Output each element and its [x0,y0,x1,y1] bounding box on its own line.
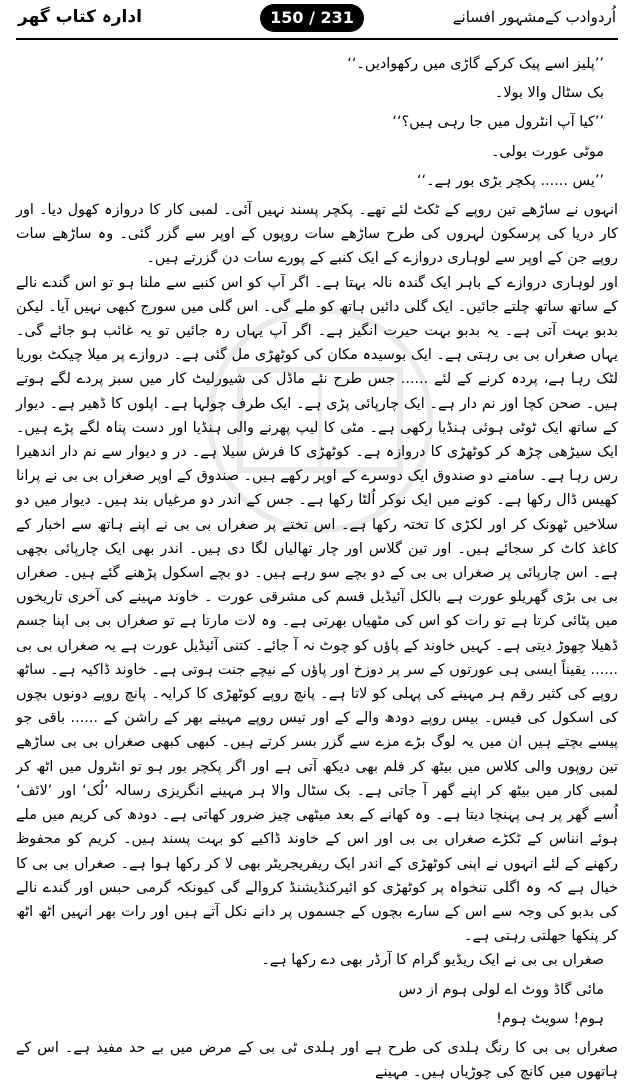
narration-line: موٹی عورت بولی۔ [490,143,604,160]
dialogue-line: ’’کیا آپ انٹرول میں جا رہی ہیں؟‘‘ [392,114,604,131]
header-divider [16,38,618,40]
page-body [16,52,618,1081]
paragraph: اور لوہاری دروازے کے باہر ایک گندہ نالہ بہتا ہے۔ اگر آپ کو اس کنبے سے ملنا ہو تو اس گندے نالے کے ساتھ ساتھ چلتے جائیں۔ ایک گلی دائیں ہاتھ کو ملے گی۔ اس گلی میں سورج کبھی نہیں آیا۔ لیکن بدبو بہت آتی ہے۔ یہ بدبو بہت حیرت انگیز ہے۔ اگر آپ یہاں رہ جائیں تو یہ غائب ہو جائے گی۔ یہاں صغراں بی بی رہتی ہے۔ ایک بوسیدہ مکان کی کوٹھڑی مل گئی ہے۔ دروازے پر میلا چیکٹ بوریا لٹک رہا ہے، پردہ کرنے کے لئے ...... جس طرح نئے ماڈل کی شیورلیٹ کار میں سبز پردے لگے ہوتے ہیں۔ صحن کچا اور نم دار ہے۔ ایک چارپائی پڑی ہے۔ ایک طرف چولہا ہے۔ اپلوں کا ڈھیر ہے۔ دیوار کے ساتھ ایک ٹوٹی ہوئی ہنڈیا رکھی ہے۔ مٹی کا لیپ پھرنے والی ہنڈیا اور دست پناہ لگے پڑے ہیں۔ ایک سیڑھی چڑھ کر کوٹھڑی کا دروازہ ہے۔ کوٹھڑی کا فرش سیلا ہے۔ در و دیوار سے نم دار اندھیرا رس رہا ہے۔ سامنے دو صندوق ایک دوسرے کے اوپر رکھے ہیں۔ صندوق کے اوپر صغراں بی بی نے پرانا کھیس ڈال رکھا ہے۔ کونے میں ایک نوکر اُلٹا رکھا ہے۔ جس کے اندر دو مرغیاں بند ہیں۔ دیوار میں دو سلاخیں ٹھونک کر اور لکڑی کا تختہ رکھا ہے۔ اس تختے پر صغراں بی بی نے اپنے ہاتھ سے اخبار کے کاغذ کاٹ کر سجائے ہیں۔ اور تین گلاس اور چار تھالیاں لگا دی ہیں۔ اندر بھی ایک چارپائی بچھی ہے۔ اس چارپائی پر صغراں بی بی کے دو بچے سو رہے ہیں۔ دو بچے اسکول پڑھنے گئے ہیں۔ صغراں بی بی بڑی گھریلو عورت ہے بالکل آئیڈیل قسم کی مشرقی عورت ۔ خاوند مہینے کی آخری تاریخوں میں پٹائی کرتا ہے تو رات کو اس کی مٹھیاں بھرتی ہے۔ وہ لات مارتا ہے تو صغراں بی بی اپنا جسم ڈھیلا چھوڑ دیتی ہے۔ کہیں خاوند کے پاؤں کو چوٹ نہ آ جائے۔ کتنی آئیڈیل عورت ہے یہ صغراں بی بی ...... یقیناً ایسی ہی عورتوں کے سر پر دوزخ اور پاؤں کے نیچے جنت ہوتی ہے۔ خاوند ڈاکیہ ہے۔ ساٹھ روپے کی کثیر رقم ہر مہینے کی پہلی کو لاتا ہے۔ پانچ روپے کوٹھڑی کا کرایہ۔ پانچ روپے دونوں بچوں کی اسکول کی فیس۔ بیس روپے دودھ والے کے اور تیس روپے مہینے بھر کے راشن کے ...... باقی جو پیسے بچتے ہیں ان میں یہ لوگ بڑے مزے سے گزر بسر کرتے ہیں۔ کبھی کبھی صغراں بی بی ساڑھے تین روپوں والی کلاس میں بیٹھ کر فلم بھی دیکھ آتی ہے اور اگر پکچر بور ہو تو انٹرول میں اٹھ کر لمبی کار میں بیٹھ کر اپنے گھر آ جاتی ہے۔ بک سٹال والا ہر مہینے انگریزی رسالہ ’لُک‘ اور ’لائف‘ اُسے گھر پر ہی پہنچا دیتا ہے۔ وہ کھانے کے بعد میٹھی چیز ضرور کھاتی ہے۔ دودھ کی کریم میں ملے ہوئے انناس کے ٹکڑے صغراں بی بی اور اس کے خاوند ڈاکیے کو بہت پسند ہیں۔ کریم کو محفوظ رکھنے کے لئے انہوں نے اپنی کوٹھڑی کے اندر ایک ریفریجریٹر بھی لا کر رکھا ہوا ہے۔ صغراں بی بی کا خیال ہے کہ وہ اگلی تنخواہ پر کوٹھڑی کو ائیرکنڈیشنڈ کروالے گی کیونکہ گرمی حبس اور گندے نالے کی بدبو کی وجہ سے اس کے سارے بچوں کے جسموں پر دانے نکل آتے ہیں اور رات بھر انہیں اٹھ اٹھ کر پنکھا جھلتی رہتی ہے۔ [16,274,618,945]
narration-line: مائی گاڈ ووٹ اے لولی ہوم از دس [398,981,604,998]
publisher-name: ادارہ کتاب گھر [18,7,142,27]
paragraph: صغراں بی بی کا رنگ ہلدی کی طرح ہے اور ہلدی ٹی بی کے مرض میں بے حد مفید ہے۔ اس کے ہاتھوں میں کانچ کی چوڑیاں ہیں۔ مہینے [16,1039,618,1081]
page-number-badge: 150 / 231 [260,4,364,32]
dialogue-line: ’’یس ...... پکچر بڑی بور ہے۔‘‘ [416,172,604,189]
page-header [0,0,634,44]
book-title: اُردوادب کےمشہور افسانے [452,8,616,26]
dialogue-line: ’’پلیز اسے پیک کرکے گاڑی میں رکھوادیں۔‘‘ [347,56,604,72]
narration-line: بک سٹال والا بولا۔ [494,85,604,102]
paragraph: انہوں نے ساڑھے تین روپے کے ٹکٹ لئے تھے۔ پکچر پسند نہیں آئی۔ لمبی کار کا دروازہ کھول دیا۔ اور کار دریا کی پرسکون لہروں کی طرح ساڑھے سات روپوں کے اوپر سے گزر گئی۔ وہ ساڑھے سات روپے جن کے اوپر سے لوہاری دروازے کے ایک کنبے کے پورے سات دن گزرتے ہیں۔ [16,202,618,267]
paragraph: صغراں بی بی نے ایک ریڈیو گرام کا آرڈر بھی دے رکھا ہے۔ [261,952,604,969]
narration-line: ہوم! سویٹ ہوم! [496,1010,604,1027]
